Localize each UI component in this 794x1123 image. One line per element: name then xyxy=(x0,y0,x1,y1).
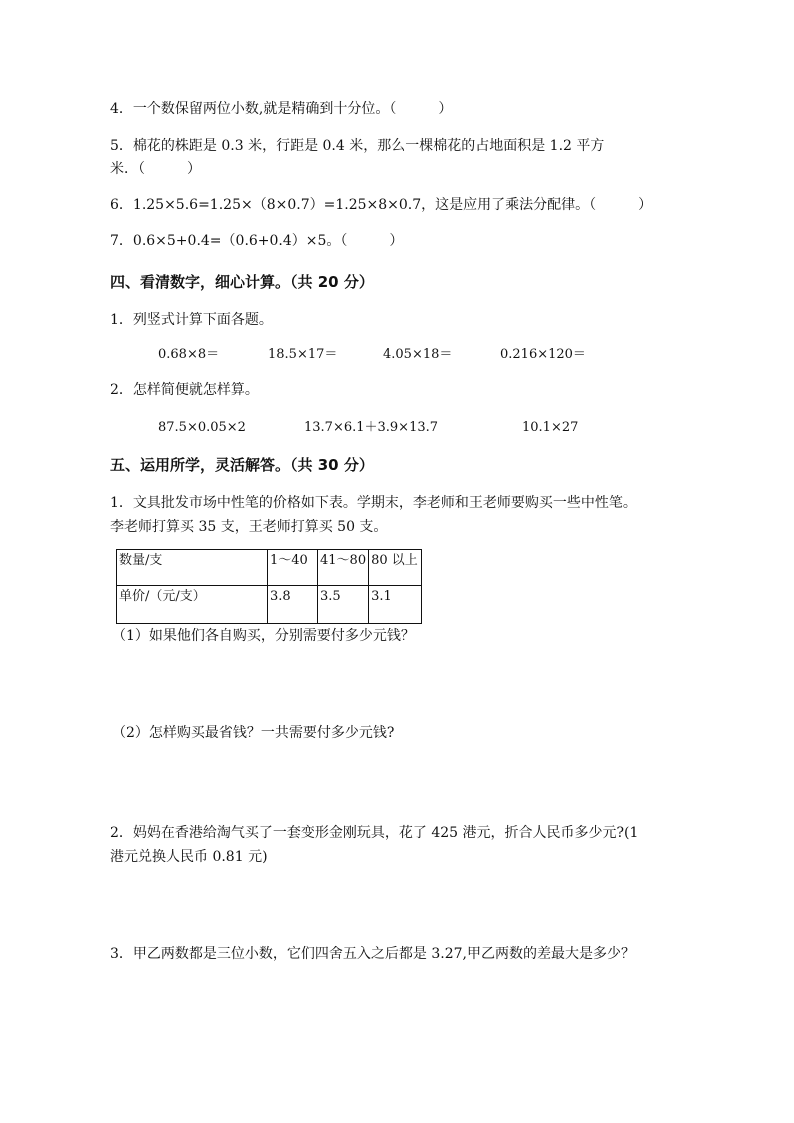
table-header-cell: 数量/支 xyxy=(117,550,268,586)
table-cell: 3.5 xyxy=(318,586,369,624)
table-row xyxy=(117,586,422,624)
calc-item-3: 4.05×18＝ xyxy=(383,347,453,362)
table-cell: 单价/（元/支） xyxy=(117,586,268,624)
simplify-item-2: 13.7×6.1＋3.9×13.7 xyxy=(304,420,439,435)
section-5-q1-sub2: （2）怎样购买最省钱？一共需要付多少元钱? xyxy=(112,725,395,741)
price-table xyxy=(116,549,422,624)
simplify-item-3: 10.1×27 xyxy=(522,420,579,435)
table-cell: 3.8 xyxy=(268,586,318,624)
question-5-line2: 米．（ ） xyxy=(110,161,201,177)
section-4-q2-prompt: 2．怎样简便就怎样算。 xyxy=(110,382,259,398)
question-5-line1: 5．棉花的株距是 0.3 米，行距是 0.4 米，那么一棵棉花的占地面积是 1.2 平方 xyxy=(110,138,605,154)
section-5-q2-line2: 港元兑换人民币 0.81 元) xyxy=(110,849,268,865)
section-4-q1-prompt: 1．列竖式计算下面各题。 xyxy=(110,312,273,328)
section-5-q1-sub1: （1）如果他们各自购买，分别需要付多少元钱？ xyxy=(112,628,415,644)
question-6: 6．1.25×5.6=1.25×（8×0.7）=1.25×8×0.7，这是应用了乘法分配律。（ ） xyxy=(110,197,653,213)
section-5-q1-line2: 李老师打算买 35 支，王老师打算买 50 支。 xyxy=(110,519,388,535)
simplify-item-1: 87.5×0.05×2 xyxy=(158,420,246,435)
table-header-cell: 1～40 xyxy=(268,550,318,586)
table-cell: 3.1 xyxy=(369,586,422,624)
table-header-cell: 80 以上 xyxy=(369,550,422,586)
calc-item-4: 0.216×120＝ xyxy=(500,347,586,362)
calc-item-2: 18.5×17＝ xyxy=(268,347,338,362)
section-5-q1-line1: 1．文具批发市场中性笔的价格如下表。学期末，李老师和王老师要购买一些中性笔。 xyxy=(110,495,637,511)
section-4-title: 四、看清数字，细心计算。（共 20 分） xyxy=(110,273,374,291)
section-5-q2-line1: 2．妈妈在香港给淘气买了一套变形金刚玩具，花了 425 港元，折合人民币多少元?(1 xyxy=(110,825,639,841)
table-header-cell: 41～80 xyxy=(318,550,369,586)
table-row xyxy=(117,550,422,586)
question-4: 4．一个数保留两位小数,就是精确到十分位。（ ） xyxy=(110,101,453,117)
question-7: 7．0.6×5+0.4=（0.6+0.4）×5。（ ） xyxy=(110,233,404,249)
calc-item-1: 0.68×8＝ xyxy=(158,347,220,362)
section-5-title: 五、运用所学，灵活解答。（共 30 分） xyxy=(110,456,374,474)
section-5-q3: 3．甲乙两数都是三位小数，它们四舍五入之后都是 3.27,甲乙两数的差最大是多少？ xyxy=(110,946,635,962)
